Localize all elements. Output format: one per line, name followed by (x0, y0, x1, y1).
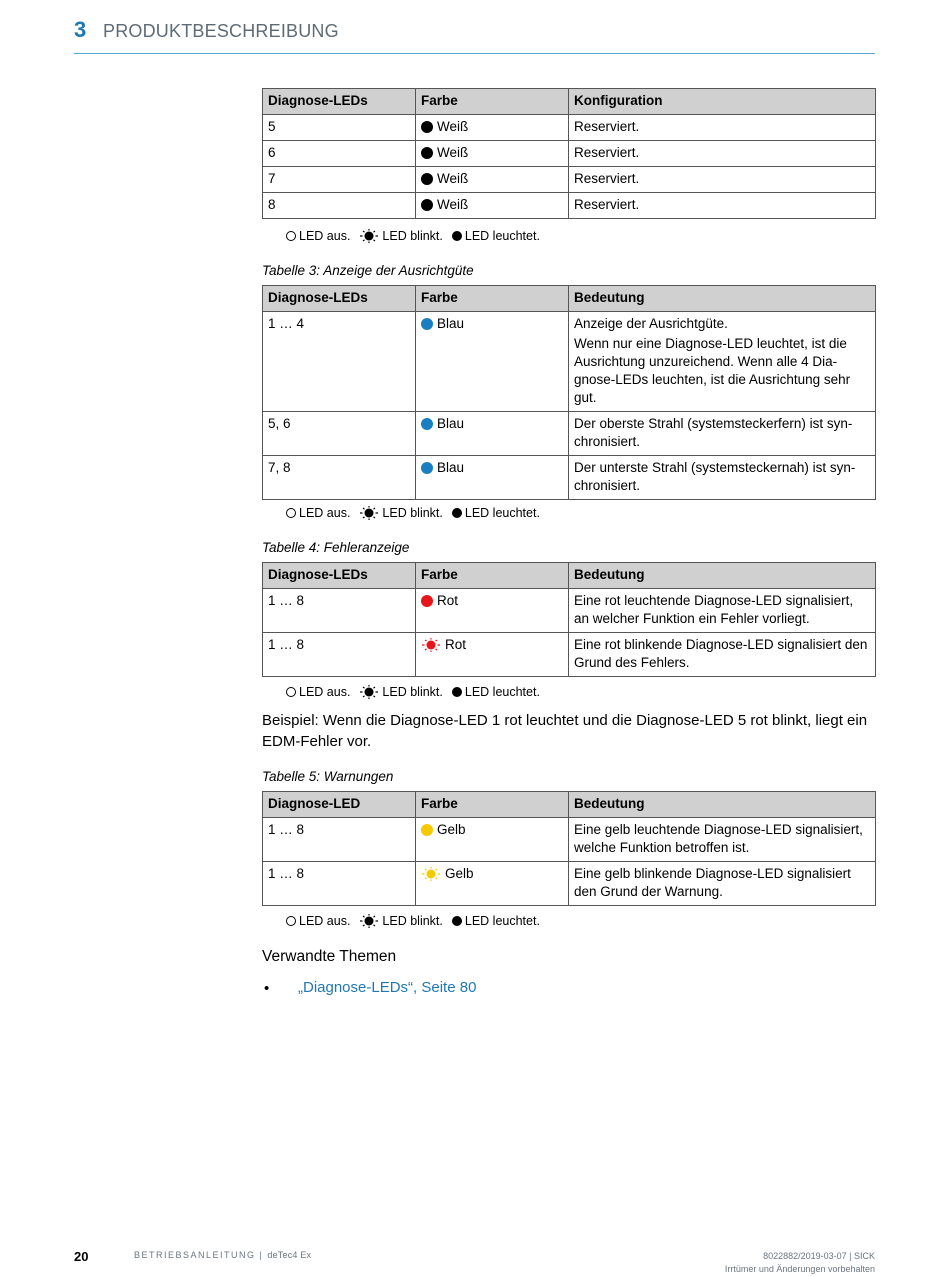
column-header: Bedeutung (569, 792, 876, 818)
led-number: 5 (263, 115, 416, 141)
example-paragraph: Beispiel: Wenn die Diagnose-LED 1 rot leuchtet und die Diagnose-LED 5 rot blinkt, liegt ein EDM-Fehler vor. (262, 712, 868, 750)
disclaimer: Irrtümer und Änderungen vorbehalten (724, 1264, 875, 1274)
led-number: 7 (263, 167, 416, 193)
led-number: 1 … 8 (263, 862, 416, 906)
legend-on-label: LED leuchtet. (464, 229, 540, 243)
led-blink-icon (359, 229, 379, 243)
led-color: Weiß (437, 171, 469, 186)
column-header: Farbe (416, 286, 569, 312)
led-color: Weiß (437, 145, 469, 160)
legend-on-label: LED leuchtet. (464, 685, 540, 699)
config-text: Reserviert. (569, 141, 876, 167)
led-blink-icon (359, 506, 379, 520)
led-number: 5, 6 (263, 412, 416, 456)
warning-table (262, 791, 876, 906)
led-on-icon (421, 147, 433, 159)
led-number: 1 … 8 (263, 633, 416, 677)
column-header: Farbe (416, 792, 569, 818)
column-header: Bedeutung (569, 563, 876, 589)
meaning-text: Der oberste Strahl (systemsteckerfern) ist synchronisiert. (569, 412, 876, 456)
led-on-icon (452, 916, 462, 926)
table-row (263, 589, 876, 633)
yellow-led-icon (421, 824, 433, 836)
led-number: 1 … 8 (263, 589, 416, 633)
meaning-text: Anzeige der Ausrichtgüte. (574, 316, 728, 331)
blue-led-icon (421, 418, 433, 430)
table-row (263, 141, 876, 167)
led-legend (286, 685, 540, 699)
red-led-icon (421, 595, 433, 607)
led-number: 7, 8 (263, 456, 416, 500)
led-color: Gelb (437, 822, 466, 837)
led-on-icon (452, 231, 462, 241)
red-led-blink-icon (421, 638, 441, 652)
led-off-icon (286, 508, 296, 518)
legend-blink-label: LED blinkt. (382, 685, 443, 699)
table-row (263, 862, 876, 906)
legend-off-label: LED aus. (299, 914, 351, 928)
chapter-number: 3 (74, 17, 87, 42)
table-row (263, 818, 876, 862)
table-row (263, 193, 876, 219)
table-caption: Tabelle 4: Fehleranzeige (262, 540, 410, 555)
led-legend (286, 506, 540, 520)
blue-led-icon (421, 462, 433, 474)
column-header: Konfiguration (569, 89, 876, 115)
error-table (262, 562, 876, 677)
legend-off-label: LED aus. (299, 506, 351, 520)
blue-led-icon (421, 318, 433, 330)
table-caption: Tabelle 3: Anzeige der Ausrichtgüte (262, 263, 474, 278)
legend-on-label: LED leuchtet. (464, 914, 540, 928)
table-row (263, 633, 876, 677)
footer-right (725, 1250, 875, 1276)
led-number: 1 … 8 (263, 818, 416, 862)
led-color: Weiß (437, 119, 469, 134)
table-caption: Tabelle 5: Warnungen (262, 769, 394, 784)
column-header: Farbe (416, 89, 569, 115)
config-text: Reserviert. (569, 167, 876, 193)
led-color: Blau (437, 416, 465, 431)
led-color: Gelb (445, 866, 474, 881)
led-number: 1 … 4 (263, 312, 416, 412)
led-legend (286, 914, 540, 928)
led-blink-icon (359, 914, 379, 928)
alignment-table (262, 285, 876, 500)
config-text: Reserviert. (569, 193, 876, 219)
legend-off-label: LED aus. (299, 685, 351, 699)
led-number: 8 (263, 193, 416, 219)
yellow-led-blink-icon (421, 867, 441, 881)
meaning-text: Der unterste Strahl (systemsteckernah) ist synchronisiert. (569, 456, 876, 500)
led-on-icon (421, 121, 433, 133)
table-row (263, 167, 876, 193)
led-on-icon (452, 687, 462, 697)
column-header: Diagnose-LEDs (263, 563, 416, 589)
config-text: Reserviert. (569, 115, 876, 141)
column-header: Diagnose-LEDs (263, 89, 416, 115)
footer-document-title (134, 1250, 311, 1260)
table-row (263, 312, 876, 412)
related-topic-link[interactable]: „Diagnose-LEDs“, Seite 80 (298, 979, 477, 996)
legend-on-label: LED leuchtet. (464, 506, 540, 520)
led-number: 6 (263, 141, 416, 167)
meaning-text: Wenn nur eine Diagnose-LED leuchtet, ist die Ausrichtung unzureichend. Wenn alle 4 Diagnose-LEDs leuchten, ist die Ausrichtung sehr gut. (574, 336, 851, 405)
meaning-text: Eine gelb blinkende Diagnose-LED signalisiert den Grund der Warnung. (569, 862, 876, 906)
table-row (263, 115, 876, 141)
doc-number: 8022882/2019-03-07 | SICK (763, 1251, 875, 1261)
led-on-icon (421, 199, 433, 211)
led-off-icon (286, 916, 296, 926)
column-header: Bedeutung (569, 286, 876, 312)
led-color: Weiß (437, 197, 469, 212)
table-row (263, 456, 876, 500)
led-color: Rot (437, 593, 459, 608)
related-topics-heading: Verwandte Themen (262, 948, 397, 965)
led-color: Rot (445, 637, 467, 652)
bullet: • (264, 980, 270, 997)
legend-blink-label: LED blinkt. (382, 229, 443, 243)
led-blink-icon (359, 685, 379, 699)
legend-blink-label: LED blinkt. (382, 914, 443, 928)
column-header: Diagnose-LED (263, 792, 416, 818)
legend-blink-label: LED blinkt. (382, 506, 443, 520)
separator: | (255, 1250, 268, 1260)
led-on-icon (421, 173, 433, 185)
column-header: Farbe (416, 563, 569, 589)
page-number: 20 (74, 1249, 89, 1264)
doc-type: BETRIEBSANLEITUNG (134, 1250, 256, 1260)
led-on-icon (452, 508, 462, 518)
led-legend (286, 229, 540, 243)
meaning-text: Eine rot leuchtende Diagnose-LED signalisiert, an welcher Funktion ein Fehler vorliegt. (569, 589, 876, 633)
config-table (262, 88, 876, 219)
table-row (263, 412, 876, 456)
chapter-title: PRODUKTBESCHREIBUNG (103, 21, 339, 41)
led-off-icon (286, 687, 296, 697)
chapter-header (74, 17, 875, 54)
legend-off-label: LED aus. (299, 229, 351, 243)
meaning-text: Eine gelb leuchtende Diagnose-LED signalisiert, welche Funktion betroffen ist. (569, 818, 876, 862)
column-header: Diagnose-LEDs (263, 286, 416, 312)
led-color: Blau (437, 460, 465, 475)
meaning-text: Eine rot blinkende Diagnose-LED signalisiert den Grund des Fehlers. (569, 633, 876, 677)
product-name: deTec4 Ex (267, 1250, 312, 1260)
led-color: Blau (437, 316, 465, 331)
led-off-icon (286, 231, 296, 241)
